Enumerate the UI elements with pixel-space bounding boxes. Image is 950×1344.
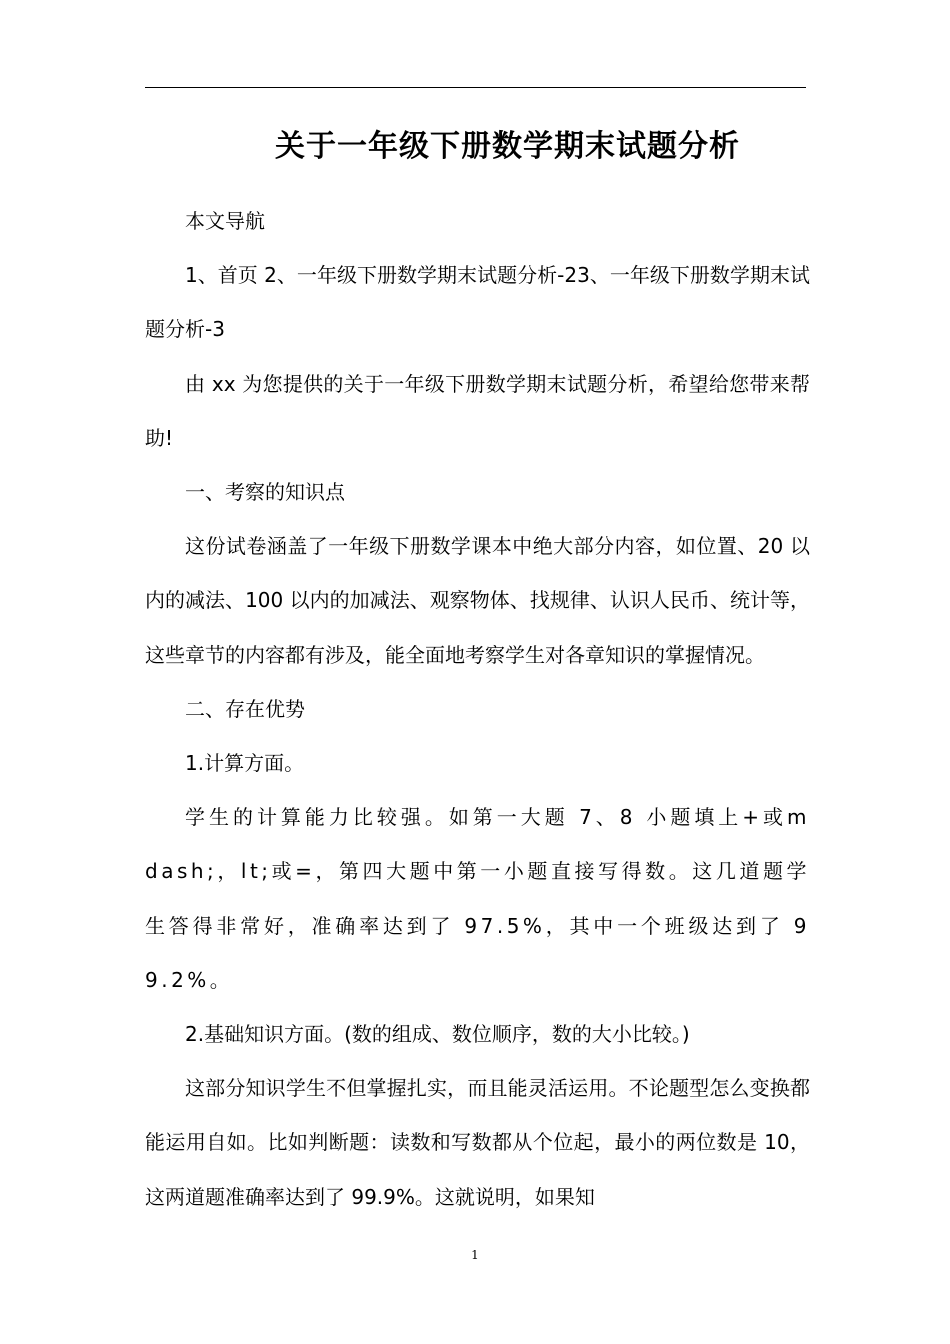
section-heading-advantages: 二、存在优势	[185, 696, 305, 721]
paragraph-nav-links: 1、首页 2、一年级下册数学期末试题分析-23、一年级下册数学期末试题分析-3	[145, 263, 810, 342]
document-title: 关于一年级下册数学期末试题分析	[275, 129, 740, 164]
subheading-basic-knowledge: 2.基础知识方面。(数的组成、数位顺序，数的大小比较。)	[185, 1022, 690, 1047]
paragraph-intro: 由 xx 为您提供的关于一年级下册数学期末试题分析，希望给您带来帮助!	[145, 371, 810, 450]
subheading-calculation: 1.计算方面。	[185, 751, 305, 776]
document-body	[145, 194, 810, 1224]
paragraph-knowledge: 这份试卷涵盖了一年级下册数学课本中绝大部分内容，如位置、20 以内的减法、100 以内的加减法、观察物体、找规律、认识人民币、统计等，这些章节的内容都有涉及，能全面地考察学生对各章知识的掌握情况。	[145, 534, 810, 667]
header-rule	[145, 87, 806, 88]
section-heading-knowledge: 一、考察的知识点	[185, 480, 345, 505]
paragraph-basic-knowledge: 这部分知识学生不但掌握扎实，而且能灵活运用。不论题型怎么变换都能运用自如。比如判断题：读数和写数都从个位起，最小的两位数是 10，这两道题准确率达到了 99.9%。这就说明，如果知	[145, 1076, 810, 1209]
paragraph-nav-heading: 本文导航	[185, 209, 265, 233]
page-number: 1	[471, 1248, 479, 1262]
paragraph-calculation: 学生的计算能力比较强。如第一大题 7、8 小题填上+或mdash;，lt;或=，第四大题中第一小题直接写得数。这几道题学生答得非常好，准确率达到了 97.5%，其中一个班级达到了 99.2%。	[145, 805, 810, 992]
